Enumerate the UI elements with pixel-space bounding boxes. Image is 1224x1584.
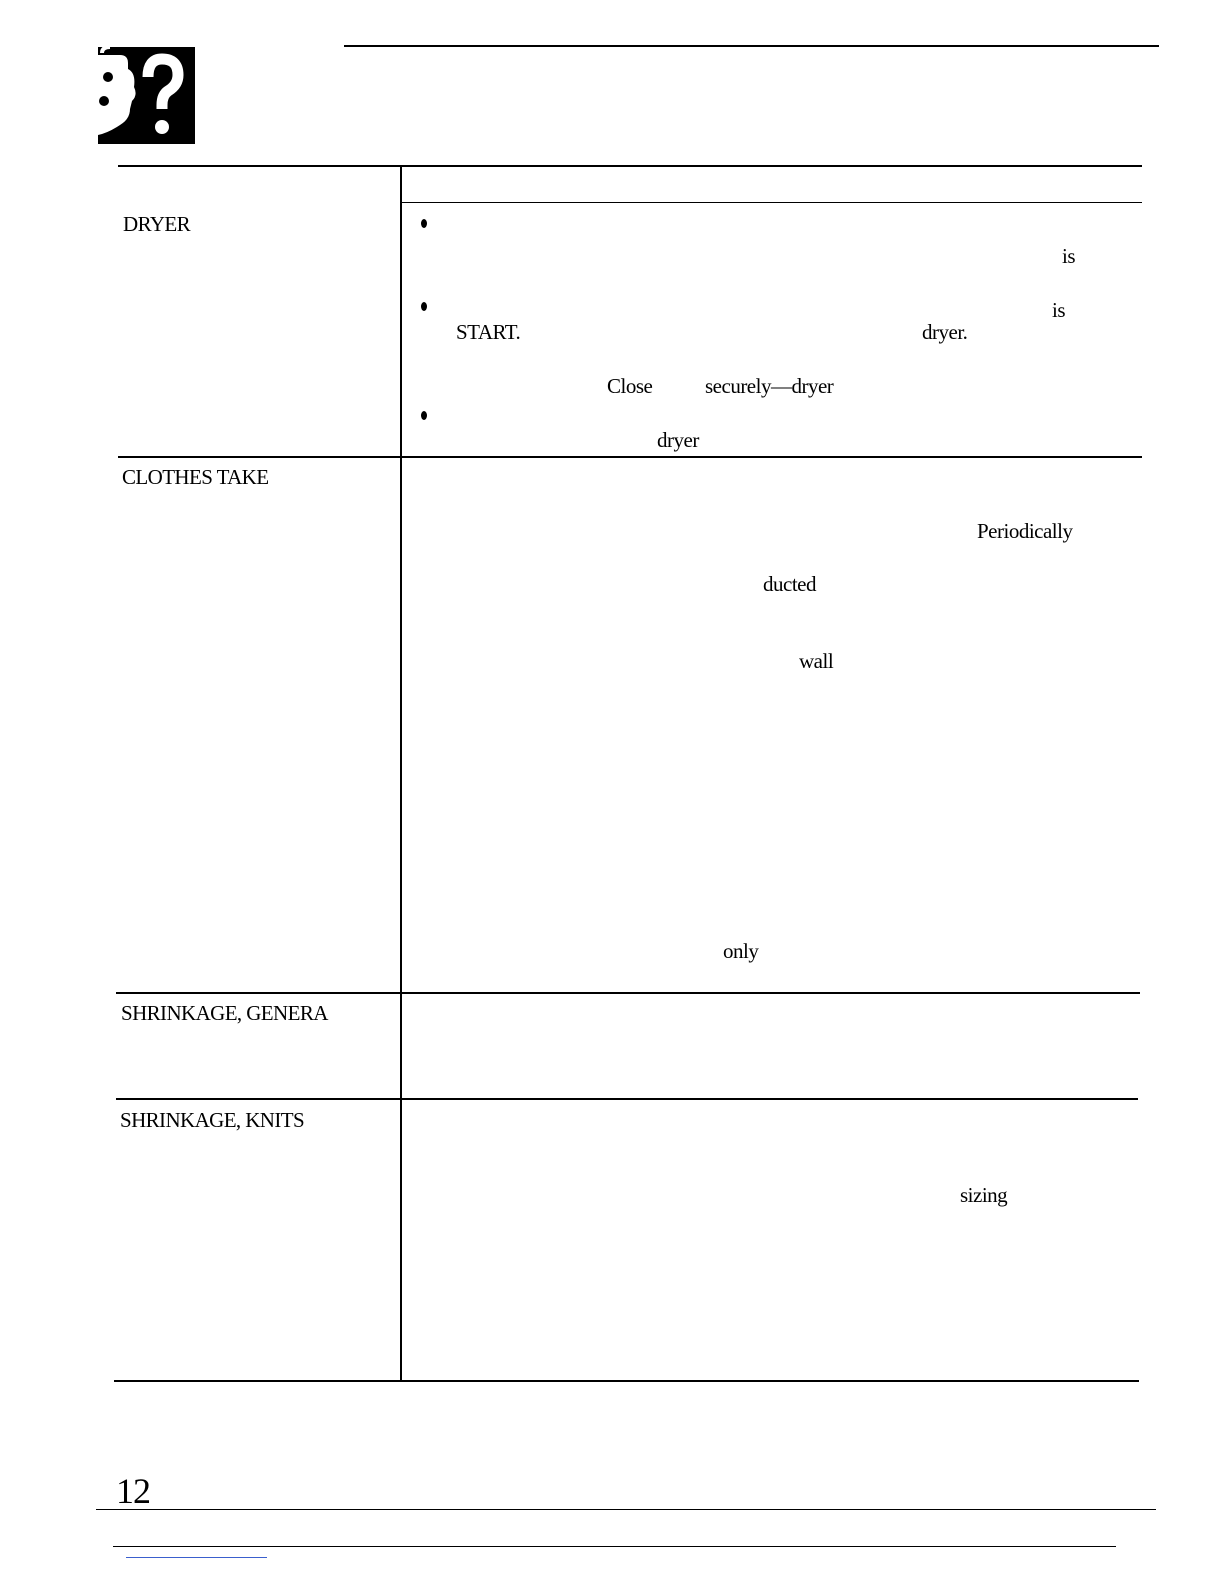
face-question-icon xyxy=(98,47,195,144)
row-rule xyxy=(116,992,1140,994)
row-label-clothes-take: CLOTHES TAKE xyxy=(122,465,269,489)
text-fragment: Close xyxy=(607,374,653,398)
text-fragment: only xyxy=(723,939,759,963)
footer-link-underline xyxy=(126,1557,267,1558)
row-label-dryer: DRYER xyxy=(123,212,191,236)
page-number: 12 xyxy=(116,1471,150,1511)
row-label-shrinkage-knits: SHRINKAGE, KNITS xyxy=(120,1108,305,1132)
text-fragment: ducted xyxy=(763,572,816,596)
text-fragment: dryer xyxy=(657,428,699,452)
row-label-shrinkage-general: SHRINKAGE, GENERA xyxy=(121,1001,328,1025)
row-rule xyxy=(116,1098,1138,1100)
table-bottom-rule xyxy=(114,1380,1139,1382)
bullet xyxy=(421,302,427,311)
table-top-rule xyxy=(118,165,1142,167)
text-fragment: START. xyxy=(456,320,521,344)
text-fragment: dryer. xyxy=(922,320,968,344)
footer-rule xyxy=(96,1509,1156,1510)
text-fragment: is xyxy=(1062,244,1076,268)
text-fragment: is xyxy=(1052,298,1066,322)
troubleshooting-logo xyxy=(98,47,195,144)
text-fragment: wall xyxy=(799,649,834,673)
column-divider xyxy=(400,166,402,1382)
text-fragment: securely—dryer xyxy=(705,374,834,398)
header-rule xyxy=(344,45,1159,47)
text-fragment: sizing xyxy=(960,1183,1008,1207)
bullet xyxy=(421,411,427,420)
bullet xyxy=(421,219,427,228)
footer-rule-lower xyxy=(113,1546,1116,1547)
text-fragment: Periodically xyxy=(977,519,1073,543)
table-header-rule xyxy=(402,202,1142,203)
row-rule xyxy=(118,456,1142,458)
